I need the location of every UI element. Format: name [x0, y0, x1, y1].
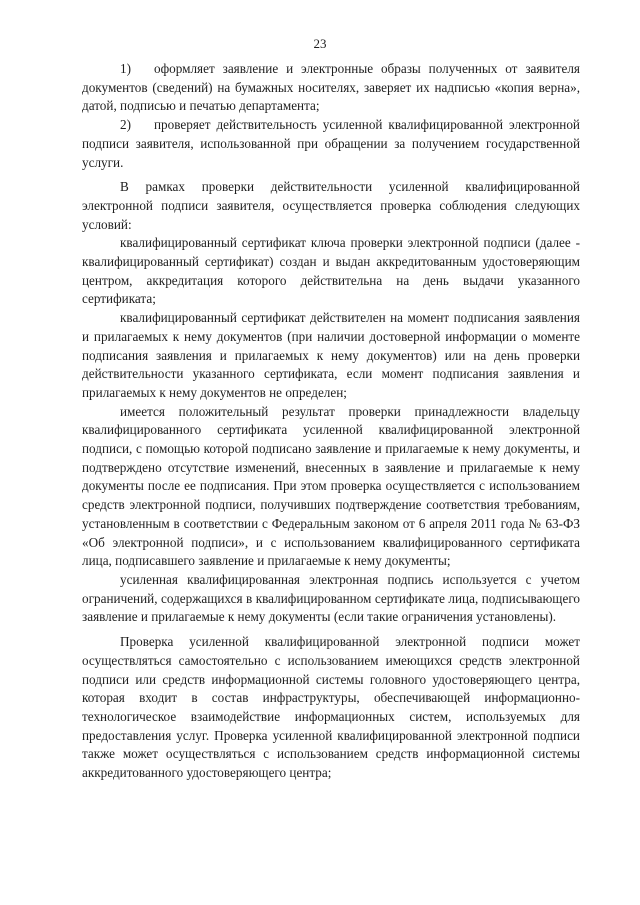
list-number: 2) — [120, 117, 131, 133]
page-number: 23 — [313, 36, 327, 51]
document-body — [82, 60, 580, 783]
list-number: 1) — [120, 61, 131, 76]
paragraph-text: оформляет заявление и электронные образы полученных от заявителя документов (сведений) на бумажных носителях, заверяет их надписью «копия верна», датой, подписью и печатью департамента; — [82, 61, 580, 114]
paragraph-verification-methods: Проверка усиленной квалифицированной электронной подписи может осуществляться самостоятельно с использованием имеющихся средств электронной подписи или средств информационной системы головного удостоверяющего центра, которая входит в состав инфраструктуры, обеспечивающей информационно-технологическое взаимодействие информационных систем, используемых для предоставления услуг. Проверка усиленной квалифицированной электронной подписи также может осуществляться с использованием средств информационной системы аккредитованного удостоверяющего центра; — [82, 634, 580, 781]
paragraph-condition-4: усиленная квалифицированная электронная подпись используется с учетом ограничений, содержащихся в квалифицированном сертификате лица, подписывающего заявление и прилагаемые к нему документы (если такие ограничения установлены). — [82, 571, 580, 625]
paragraph-condition-3: имеется положительный результат проверки принадлежности владельцу квалифицированного сертификата усиленной квалифицированной электронной подписи, с помощью которой подписано заявление и прилагаемые к нему документы, и подтверждено отсутствие изменений, внесенных в заявление и прилагаемые к нему документы после ее подписания. При этом проверка осуществляется с использованием средств электронной подписи, получивших подтверждение соответствия требованиям, установленным в соответствии с Федеральным законом от 6 апреля 2011 года № 63-ФЗ «Об электронной подписи», и с использованием квалифицированного сертификата лица, подписавшего заявление и прилагаемые к нему документы; — [82, 403, 580, 569]
paragraph-condition-1: квалифицированный сертификат ключа проверки электронной подписи (далее - квалифицированный сертификат) создан и выдан аккредитованным удостоверяющим центром, аккредитация которого действительна на день выдачи указанного сертификата; — [82, 235, 580, 307]
paragraph-text: проверяет действительность усиленной квалифицированной электронной подписи заявителя, использованной при обращении за получением государственной услуги. — [82, 117, 580, 170]
paragraph-item-1 — [82, 60, 580, 116]
paragraph-verification-intro: В рамках проверки действительности усиленной квалифицированной электронной подписи заявителя, осуществляется проверка соблюдения следующих условий: — [82, 179, 580, 232]
paragraph-item-2 — [82, 116, 580, 172]
paragraph-condition-2: квалифицированный сертификат действителен на момент подписания заявления и прилагаемых к нему документов (при наличии достоверной информации о моменте подписания заявления и прилагаемых к нему документов) или на день проверки действительности указанного сертификата, если момент подписания заявления и прилагаемых к нему документов не определен; — [82, 310, 580, 400]
